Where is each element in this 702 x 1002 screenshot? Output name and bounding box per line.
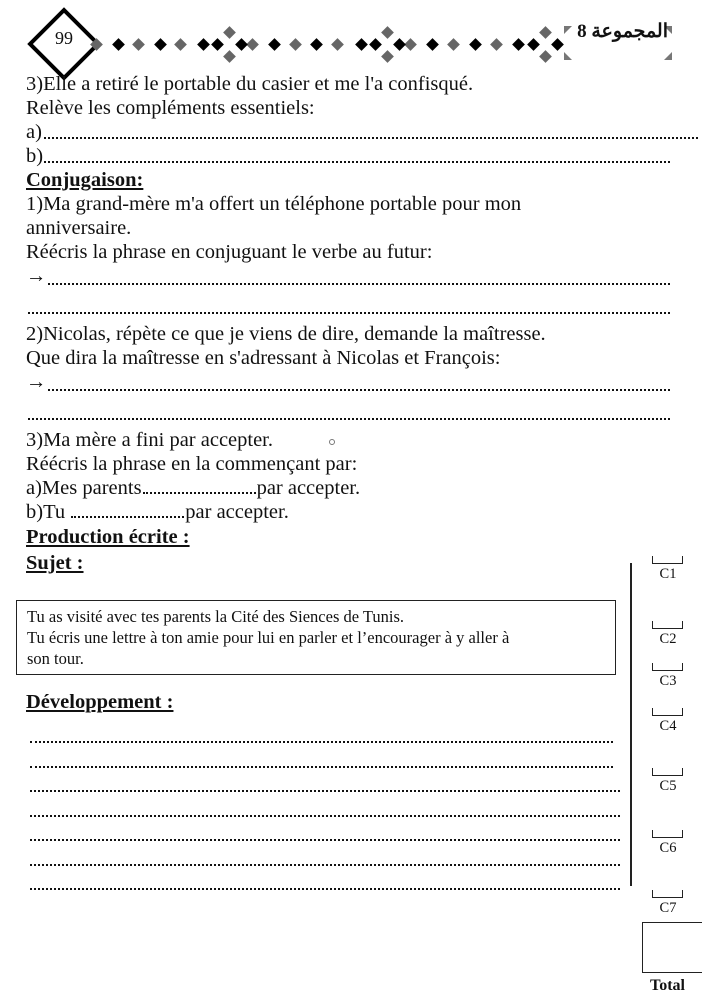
score-box-c1[interactable]	[652, 556, 683, 564]
q3b-end: par accepter.	[185, 501, 289, 523]
q3a-start: a)Mes parents	[26, 477, 142, 499]
group-label: المجموعة 8	[577, 21, 668, 42]
answer-a-label: a)	[26, 121, 42, 143]
corner-bottom-right-icon	[664, 52, 672, 60]
score-label-c4: C4	[659, 718, 677, 734]
q3b-start: b)Tu	[26, 501, 71, 523]
corner-top-left-icon	[564, 26, 572, 34]
corner-bottom-left-icon	[564, 52, 572, 60]
q2-answer-line-1[interactable]	[48, 389, 670, 391]
ornament-diamond	[132, 38, 145, 51]
score-label-c5: C5	[659, 778, 677, 794]
answer-a-line[interactable]	[44, 137, 698, 139]
production-heading: Production écrite :	[26, 526, 190, 548]
ornament-diamond	[447, 38, 460, 51]
ornament-cluster-diamond	[381, 50, 394, 63]
writing-line[interactable]	[30, 766, 613, 768]
sujet-line-1: Tu as visité avec tes parents la Cité des Siences de Tunis.	[27, 607, 405, 626]
q1-answer-line-1[interactable]	[48, 283, 670, 285]
arrow-icon: →	[26, 371, 47, 393]
score-column-divider	[630, 563, 632, 886]
score-box-c4[interactable]	[652, 708, 683, 716]
writing-line[interactable]	[30, 815, 620, 817]
ornament-diamond	[90, 38, 103, 51]
ornament-cluster-diamond	[551, 38, 564, 51]
q3b-line	[26, 500, 289, 524]
conjugaison-q2: 2)Nicolas, répète ce que je viens de dire, demande la maîtresse.	[26, 323, 546, 345]
q1-answer-line-2[interactable]	[28, 312, 670, 314]
answer-b-line[interactable]	[44, 161, 670, 163]
conjugaison-q1-line2: anniversaire.	[26, 217, 132, 239]
conjugaison-q1-instruction: Réécris la phrase en conjuguant le verbe au futur:	[26, 241, 433, 263]
conjugaison-heading: Conjugaison:	[26, 169, 144, 191]
ornament-cluster-diamond	[369, 38, 382, 51]
writing-line[interactable]	[30, 741, 613, 743]
ornament-diamond	[154, 38, 167, 51]
ornament-cluster-diamond	[527, 38, 540, 51]
ornament-diamond	[310, 38, 323, 51]
ornament-diamond	[112, 38, 125, 51]
ornament-cluster-diamond	[223, 26, 236, 39]
ornament-diamond	[197, 38, 210, 51]
ornament-cluster-diamond	[393, 38, 406, 51]
q3a-end: par accepter.	[256, 477, 361, 499]
ornament-cluster-diamond	[223, 50, 236, 63]
ornament-diamond	[289, 38, 302, 51]
developpement-heading: Développement :	[26, 691, 174, 713]
ornament-diamond	[174, 38, 187, 51]
conjugaison-q2-instruction: Que dira la maîtresse en s'adressant à Nicolas et François:	[26, 347, 501, 369]
q3a-line	[26, 476, 360, 500]
grammar-question-3: 3)Elle a retiré le portable du casier et me l'a confisqué.	[26, 73, 474, 95]
ornament-cluster-diamond	[539, 26, 552, 39]
ornament-diamond	[512, 38, 525, 51]
ornament-diamond	[246, 38, 259, 51]
ornament-cluster-diamond	[235, 38, 248, 51]
sujet-box	[16, 600, 616, 675]
score-label-c3: C3	[659, 673, 677, 689]
total-label: Total	[650, 977, 685, 994]
score-box-c5[interactable]	[652, 768, 683, 776]
conjugaison-q3: 3)Ma mère a fini par accepter.	[26, 429, 274, 451]
writing-line[interactable]	[30, 790, 620, 792]
answer-b-label: b)	[26, 145, 44, 167]
q2-answer-line-2[interactable]	[28, 418, 670, 420]
score-label-c7: C7	[659, 900, 677, 916]
ornament-diamond	[404, 38, 417, 51]
q3b-blank[interactable]	[71, 516, 184, 518]
writing-line[interactable]	[30, 839, 620, 841]
score-label-c2: C2	[659, 631, 677, 647]
ornament-diamond	[490, 38, 503, 51]
ornament-diamond	[469, 38, 482, 51]
arrow-icon: →	[26, 265, 47, 287]
score-label-c1: C1	[659, 566, 677, 582]
sujet-line-3: son tour.	[27, 649, 84, 668]
ornament-diamond	[426, 38, 439, 51]
page-number: 99	[55, 28, 73, 48]
score-box-c7[interactable]	[652, 890, 683, 898]
sujet-line-2: Tu écris une lettre à ton amie pour lui en parler et l’encourager à y aller à	[27, 628, 510, 647]
ornament-cluster-diamond	[539, 50, 552, 63]
writing-line[interactable]	[30, 888, 620, 890]
total-score-box[interactable]	[642, 922, 702, 973]
score-box-c6[interactable]	[652, 830, 683, 838]
ornament-diamond	[268, 38, 281, 51]
q3a-blank[interactable]	[143, 492, 256, 494]
writing-line[interactable]	[30, 864, 620, 866]
conjugaison-q1-line1: 1)Ma grand-mère m'a offert un téléphone portable pour mon	[26, 193, 522, 215]
grammar-instruction: Relève les compléments essentiels:	[26, 97, 315, 119]
conjugaison-q3-instruction: Réécris la phrase en la commençant par:	[26, 453, 358, 475]
ornament-diamond	[355, 38, 368, 51]
score-box-c2[interactable]	[652, 621, 683, 629]
stray-mark	[329, 439, 335, 445]
ornament-diamond	[331, 38, 344, 51]
score-box-c3[interactable]	[652, 663, 683, 671]
ornament-cluster-diamond	[211, 38, 224, 51]
score-label-c6: C6	[659, 840, 677, 856]
ornament-cluster-diamond	[381, 26, 394, 39]
sujet-heading: Sujet :	[26, 552, 84, 574]
